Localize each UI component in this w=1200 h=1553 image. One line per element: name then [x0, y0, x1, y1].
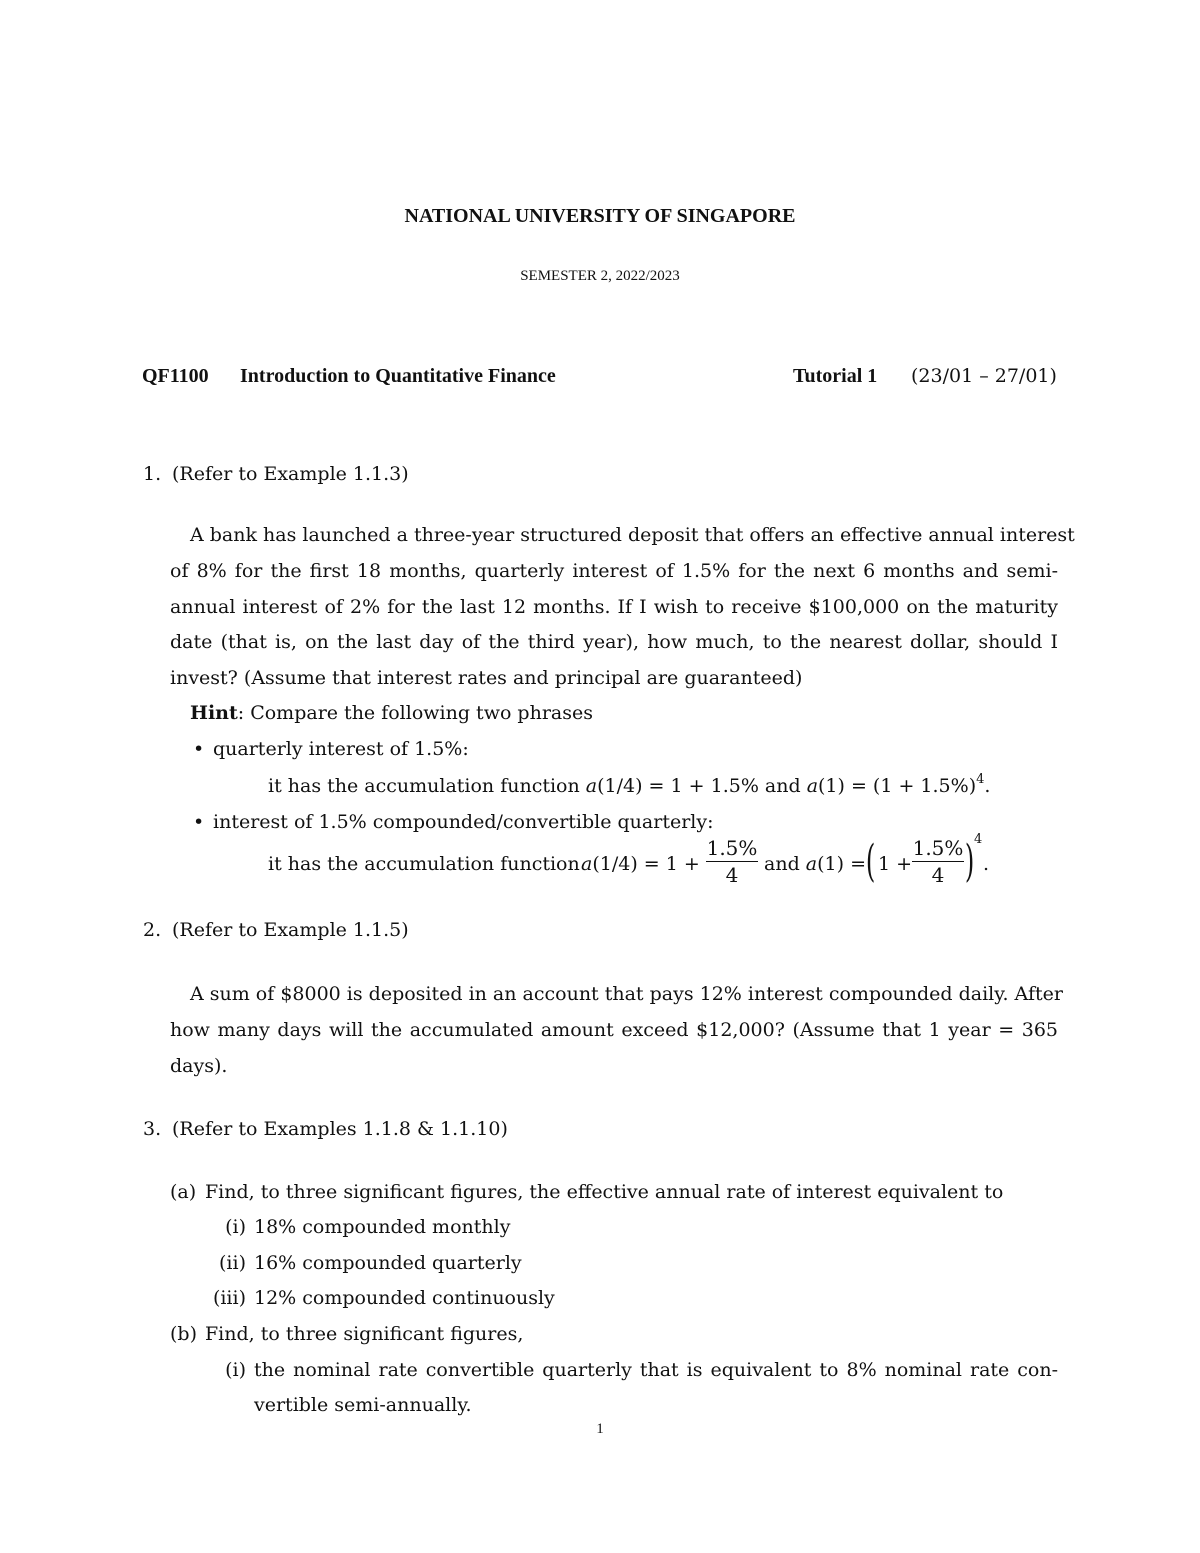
formula-2-period: . [983, 853, 990, 875]
q3b-item-label: (i) [225, 1359, 246, 1381]
formula-2-lhs: a(1/4) = 1 + [581, 853, 700, 875]
bullet-1-formula: it has the accumulation function a(1/4) = 1 + 1.5% and $a(1) = (1 + 1.5\%)^4$. [268, 772, 991, 797]
q3a-item-text: 16% compounded quarterly [254, 1252, 522, 1274]
q3b-text: Find, to three significant figures, [205, 1323, 524, 1345]
q3a-label: (a) [170, 1181, 197, 1203]
fraction-2-numerator: 1.5% [912, 836, 964, 860]
q3-number: 3. [143, 1118, 162, 1140]
q2-reference: (Refer to Example 1.1.5) [172, 919, 409, 941]
fraction-1 [706, 836, 758, 887]
q1-line-2: of 8% for the first 18 months, quarterly interest of 1.5% for the next 6 months and semi- [170, 560, 1058, 582]
q3b-item-line-1: the nominal rate convertible quarterly that is equivalent to 8% nominal rate con- [254, 1359, 1058, 1381]
left-paren: ( [865, 836, 876, 887]
bullet-1-text: quarterly interest of 1.5%: [213, 738, 469, 760]
page-number: 1 [596, 1421, 604, 1437]
q1-reference: (Refer to Example 1.1.3) [172, 463, 409, 485]
semester: SEMESTER 2, 2022/2023 [520, 268, 680, 284]
q3a-item-label: (ii) [219, 1252, 246, 1274]
course-code: QF1100 [142, 365, 209, 387]
q1-line-1: A bank has launched a three-year structured deposit that offers an effective annual interest [190, 524, 1075, 546]
q3a-item-text: 12% compounded continuously [254, 1287, 555, 1309]
bullet-icon: • [193, 738, 205, 760]
course-title: Introduction to Quantitative Finance [240, 365, 556, 387]
bullet-icon: • [193, 811, 205, 833]
q2-line-2: how many days will the accumulated amount exceed $12,000? (Assume that 1 year = 365 [170, 1019, 1058, 1041]
tutorial-label: Tutorial 1 [793, 365, 878, 387]
bullet-2-text: interest of 1.5% compounded/convertible quarterly: [213, 811, 714, 833]
formula-1-exponent: 4 [976, 772, 985, 787]
q1-hint [190, 701, 593, 725]
q3a-item-text: 18% compounded monthly [254, 1216, 511, 1238]
hint-text: : Compare the following two phrases [237, 702, 593, 724]
q2-line-1: A sum of $8000 is deposited in an account that pays 12% interest compounded daily. After [190, 983, 1063, 1005]
hint-label: Hint [190, 702, 238, 724]
q2-number: 2. [143, 919, 162, 941]
q1-line-3: annual interest of 2% for the last 12 months. If I wish to receive $100,000 on the maturity [170, 596, 1058, 618]
fraction-2-denominator: 4 [931, 863, 945, 887]
university-name: NATIONAL UNIVERSITY OF SINGAPORE [404, 205, 796, 227]
q1-line-5: invest? (Assume that interest rates and principal are guaranteed) [170, 667, 803, 689]
formula-2-prefix: it has the accumulation function [268, 853, 580, 875]
formula-1-text: it has the accumulation function a(1/4) = 1 + 1.5% and a(1) = (1 + 1.5%) [268, 775, 977, 797]
formula-2-mid: and a(1) = [764, 853, 866, 875]
formula-2-one: 1 + [878, 853, 913, 875]
q3b-label: (b) [170, 1323, 197, 1345]
fraction-1-numerator: 1.5% [706, 836, 758, 860]
q3a-text: Find, to three significant figures, the effective annual rate of interest equivalent to [205, 1181, 1004, 1203]
q3a-item-label: (i) [225, 1216, 246, 1238]
q3-reference: (Refer to Examples 1.1.8 & 1.1.10) [172, 1118, 508, 1140]
fraction-1-denominator: 4 [725, 863, 739, 887]
q1-number: 1. [143, 463, 162, 485]
fraction-2 [912, 836, 964, 887]
right-paren: ) [964, 836, 975, 887]
formula-2-exponent: 4 [974, 832, 983, 847]
q2-line-3: days). [170, 1055, 228, 1077]
q3a-item-label: (iii) [212, 1287, 246, 1309]
q1-line-4: date (that is, on the last day of the third year), how much, to the nearest dollar, should I [170, 631, 1058, 653]
q3b-item-line-2: vertible semi-annually. [254, 1394, 472, 1416]
tutorial-dates: (23/01 – 27/01) [911, 365, 1057, 387]
